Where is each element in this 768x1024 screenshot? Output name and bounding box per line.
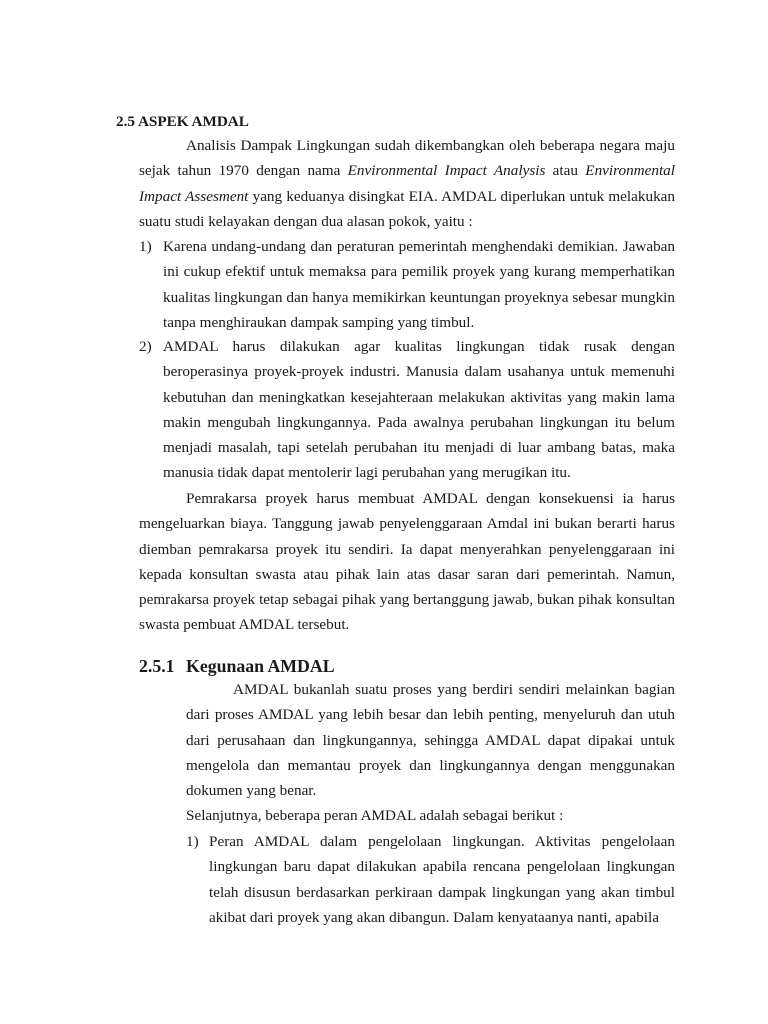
intro-text-3: yang keduanya disingkat EIA. AMDAL diperlukan untuk melakukan suatu studi kelayakan dengan dua alasan pokok, yaitu : — [139, 187, 675, 230]
reason-item: Karena undang-undang dan peraturan pemerintah menghendaki demikian. Jawaban ini cukup efektif untuk memaksa para pemilik proyek yang kurang memperhatikan kualitas lingkungan dan hanya memikirkan keuntungan proyeknya sebesar mungkin tanpa menghiraukan dampak samping yang timbul. — [163, 238, 675, 331]
reason-number: 1) — [139, 238, 152, 255]
intro-italic-term-2: Environmental Impact Assesment — [139, 162, 675, 205]
reason-item: AMDAL harus dilakukan agar kualitas lingkungan tidak rusak dengan beroperasinya proyek-proyek industri. Manusia dalam usahanya untuk memenuhi kebutuhan dan meningkatkan kesejahteraan melakukan aktivitas yang makin lama makin mengubah lingkungannya. Pada awalnya perubahan lingkungan itu belum menjadi masalah, tapi setelah perubahan itu menjadi di luar ambang batas, maka manusia tidak dapat mentolerir lagi perubahan yang merugikan itu. — [163, 338, 675, 482]
roles-lead: Selanjutnya, beberapa peran AMDAL adalah sebagai berikut : — [186, 807, 564, 824]
responsibility-paragraph: Pemrakarsa proyek harus membuat AMDAL dengan konsekuensi ia harus mengeluarkan biaya. Tanggung jawab penyelenggaraan Amdal ini bukan berarti harus diemban pemrakarsa proyek itu sendiri. Ia dapat menyerahkan penyelenggaraan ini kepada konsultan swasta atau pihak lain atas dasar saran dari pemerintah. Namun, pemrakarsa proyek tetap sebagai pihak yang bertanggung jawab, bukan pihak konsultan swasta pembuat AMDAL tersebut. — [139, 490, 675, 634]
intro-paragraph — [139, 133, 675, 234]
intro-italic-term-1: Environmental Impact Analysis — [347, 162, 546, 180]
subsection-title: Kegunaan AMDAL — [186, 656, 335, 676]
intro-text-1: Analisis Dampak Lingkungan sudah dikembangkan oleh beberapa negara maju sejak tahun 1970 dengan nama — [139, 137, 675, 180]
role-item: Peran AMDAL dalam pengelolaan lingkungan. Aktivitas pengelolaan lingkungan baru dapat dilakukan apabila rencana pengelolaan lingkungan telah disusun berdasarkan perkiraan dampak lingkungan yang akan timbul akibat dari proyek yang akan dibangun. Dalam kenyataanya nanti, apabila — [209, 833, 675, 926]
subsection-number: 2.5.1 — [139, 656, 175, 676]
subsection-heading — [139, 656, 335, 676]
role-number: 1) — [186, 833, 199, 850]
reason-number: 2) — [139, 338, 152, 355]
section-heading: 2.5 ASPEK AMDAL — [116, 113, 249, 130]
intro-text-2: atau — [545, 162, 586, 180]
subsection-paragraph: AMDAL bukanlah suatu proses yang berdiri sendiri melainkan bagian dari proses AMDAL yang lebih besar dan lebih penting, menyeluruh dan utuh dari perusahaan dan lingkungannya, sehingga AMDAL dapat dipakai untuk mengelola dan memantau proyek dan lingkungannya dengan menggunakan dokumen yang benar. — [186, 681, 675, 800]
